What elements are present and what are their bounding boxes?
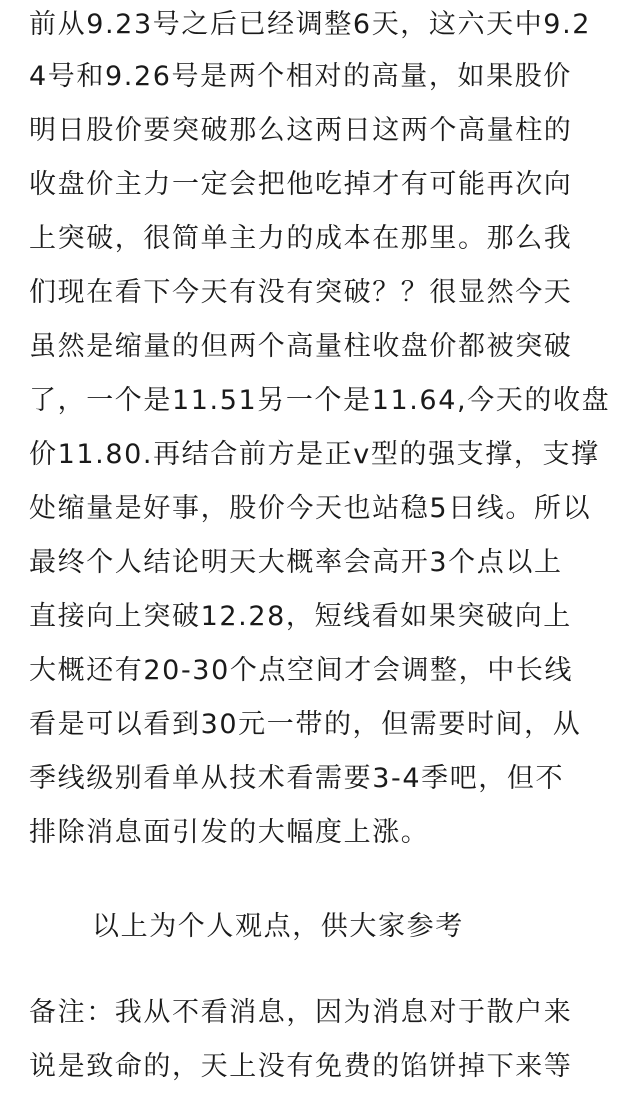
paragraph-line: 最终个人结论明天大概率会高开3个点以上 xyxy=(29,547,563,578)
paragraph-line: 直接向上突破12.28，短线看如果突破向上 xyxy=(29,601,572,632)
paragraph-line: 4号和9.26号是两个相对的高量，如果股价 xyxy=(29,61,572,92)
paragraph-line: 明日股价要突破那么这两日这两个高量柱的 xyxy=(29,115,573,146)
paragraph-line: 们现在看下今天有没有突破？？很显然今天 xyxy=(29,277,573,308)
opinion-line: 以上为个人观点，供大家参考 xyxy=(92,911,464,942)
note-line: 备注：我从不看消息，因为消息对于散户来 xyxy=(29,997,573,1028)
paragraph-line: 排除消息面引发的大幅度上涨。 xyxy=(29,817,430,848)
paragraph-line: 前从9.23号之后已经调整6天，这六天中9.2 xyxy=(29,9,592,40)
paragraph-line: 价11.80.再结合前方是正v型的强支撑，支撑 xyxy=(29,439,600,470)
paragraph-line: 处缩量是好事，股价今天也站稳5日线。所以 xyxy=(29,493,592,524)
paragraph-line: 大概还有20-30个点空间才会调整，中长线 xyxy=(29,655,574,686)
paragraph-line: 虽然是缩量的但两个高量柱收盘价都被突破 xyxy=(29,331,573,362)
paragraph-line: 上突破，很简单主力的成本在那里。那么我 xyxy=(29,223,573,254)
note-line: 说是致命的，天上没有免费的馅饼掉下来等 xyxy=(29,1051,573,1082)
analysis-paragraph xyxy=(29,0,617,860)
paragraph-line: 看是可以看到30元一带的，但需要时间，从 xyxy=(29,709,582,740)
note-paragraph xyxy=(29,986,617,1094)
paragraph-line: 季线级别看单从技术看需要3-4季吧，但不 xyxy=(29,763,565,794)
paragraph-line: 收盘价主力一定会把他吃掉才有可能再次向 xyxy=(29,169,573,200)
paragraph-line: 了，一个是11.51另一个是11.64,今天的收盘 xyxy=(29,385,611,416)
article-body xyxy=(29,0,617,1094)
